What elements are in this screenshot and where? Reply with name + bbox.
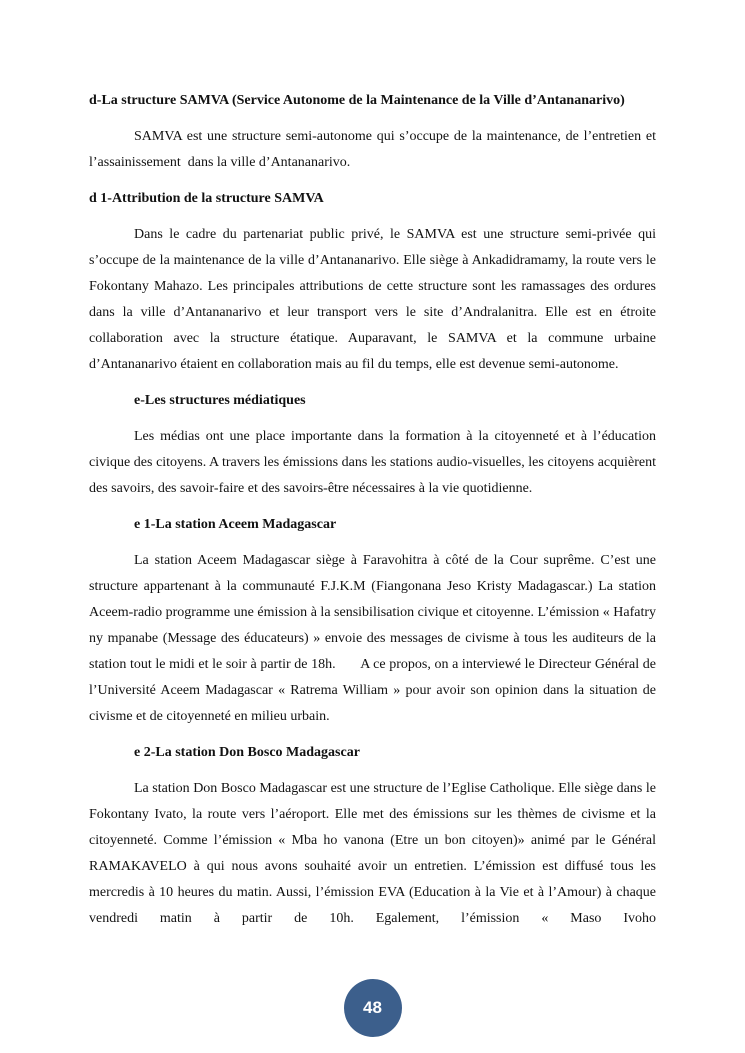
paragraph-attribution-samva: Dans le cadre du partenariat public privé, le SAMVA est une structure semi-privée qui s’occupe de la maintenance de la ville d’Antananarivo. Elle siège à Ankadidramamy, la route vers le Fokontany Mahazo. Les principales attributions de cette structure sont les ramassages des ordures dans la ville d’Antananarivo et leur transport vers le site d’Andralanitra. Elle est en étroite collaboration avec la structure étatique. Auparavant, le SAMVA et la commune urbaine d’Antananarivo étaient en collaboration mais au fil du temps, elle est devenue semi-autonome. (89, 227, 656, 372)
page-number-badge (344, 979, 402, 1037)
page-footer (0, 979, 745, 1037)
paragraph-station-don-bosco: La station Don Bosco Madagascar est une structure de l’Eglise Catholique. Elle siège dans le Fokontany Ivato, la route vers l’aéroport. Elle met des émissions sur les thèmes de civisme et la citoyenneté. Comme l’émission « Mba ho vanona (Etre un bon citoyen)» animé par le Général RAMAKAVELO à qui nous avons souhaité avoir un entretien. L’émission est diffusé tous les mercredis à 10 heures du matin. Aussi, l’émission EVA (Education à la Vie et à l’Amour) à chaque vendredi matin à partir de 10h. Egalement, l’émission « Maso Ivoho (89, 781, 656, 926)
paragraph-structures-mediatiques: Les médias ont une place importante dans la formation à la citoyenneté et à l’éducation civique des citoyens. A travers les émissions dans les stations audio-visuelles, les citoyens acquièrent des savoirs, des savoir-faire et des savoirs-être nécessaires à la vie quotidienne. (89, 429, 656, 496)
page-content (89, 88, 656, 942)
paragraph-samva-intro: SAMVA est une structure semi-autonome qui s’occupe de la maintenance, de l’entretien et l’assainissement dans la ville d’Antananarivo. (89, 129, 656, 170)
section-heading-station-don-bosco: e 2-La station Don Bosco Madagascar (134, 745, 360, 760)
section-heading-station-aceem: e 1-La station Aceem Madagascar (134, 517, 337, 532)
page-number: 48 (363, 998, 382, 1017)
section-heading-attribution-samva: d 1-Attribution de la structure SAMVA (89, 191, 324, 206)
section-heading-samva: d-La structure SAMVA (Service Autonome de la Maintenance de la Ville d’Antananarivo) (89, 93, 625, 108)
section-heading-structures-mediatiques: e-Les structures médiatiques (134, 393, 306, 408)
paragraph-station-aceem: La station Aceem Madagascar siège à Faravohitra à côté de la Cour suprême. C’est une structure appartenant à la communauté F.J.K.M (Fiangonana Jeso Kristy Madagascar.) La station Aceem-radio programme une émission à la sensibilisation civique et citoyenne. L’émission « Hafatry ny mpanabe (Message des éducateurs) » envoie des messages de civisme à tous les auditeurs de la station tout le midi et le soir à partir de 18h. A ce propos, on a interviewé le Directeur Général de l’Université Aceem Madagascar « Ratrema William » pour avoir son opinion dans la situation de civisme et de citoyenneté en milieu urbain. (89, 553, 656, 724)
